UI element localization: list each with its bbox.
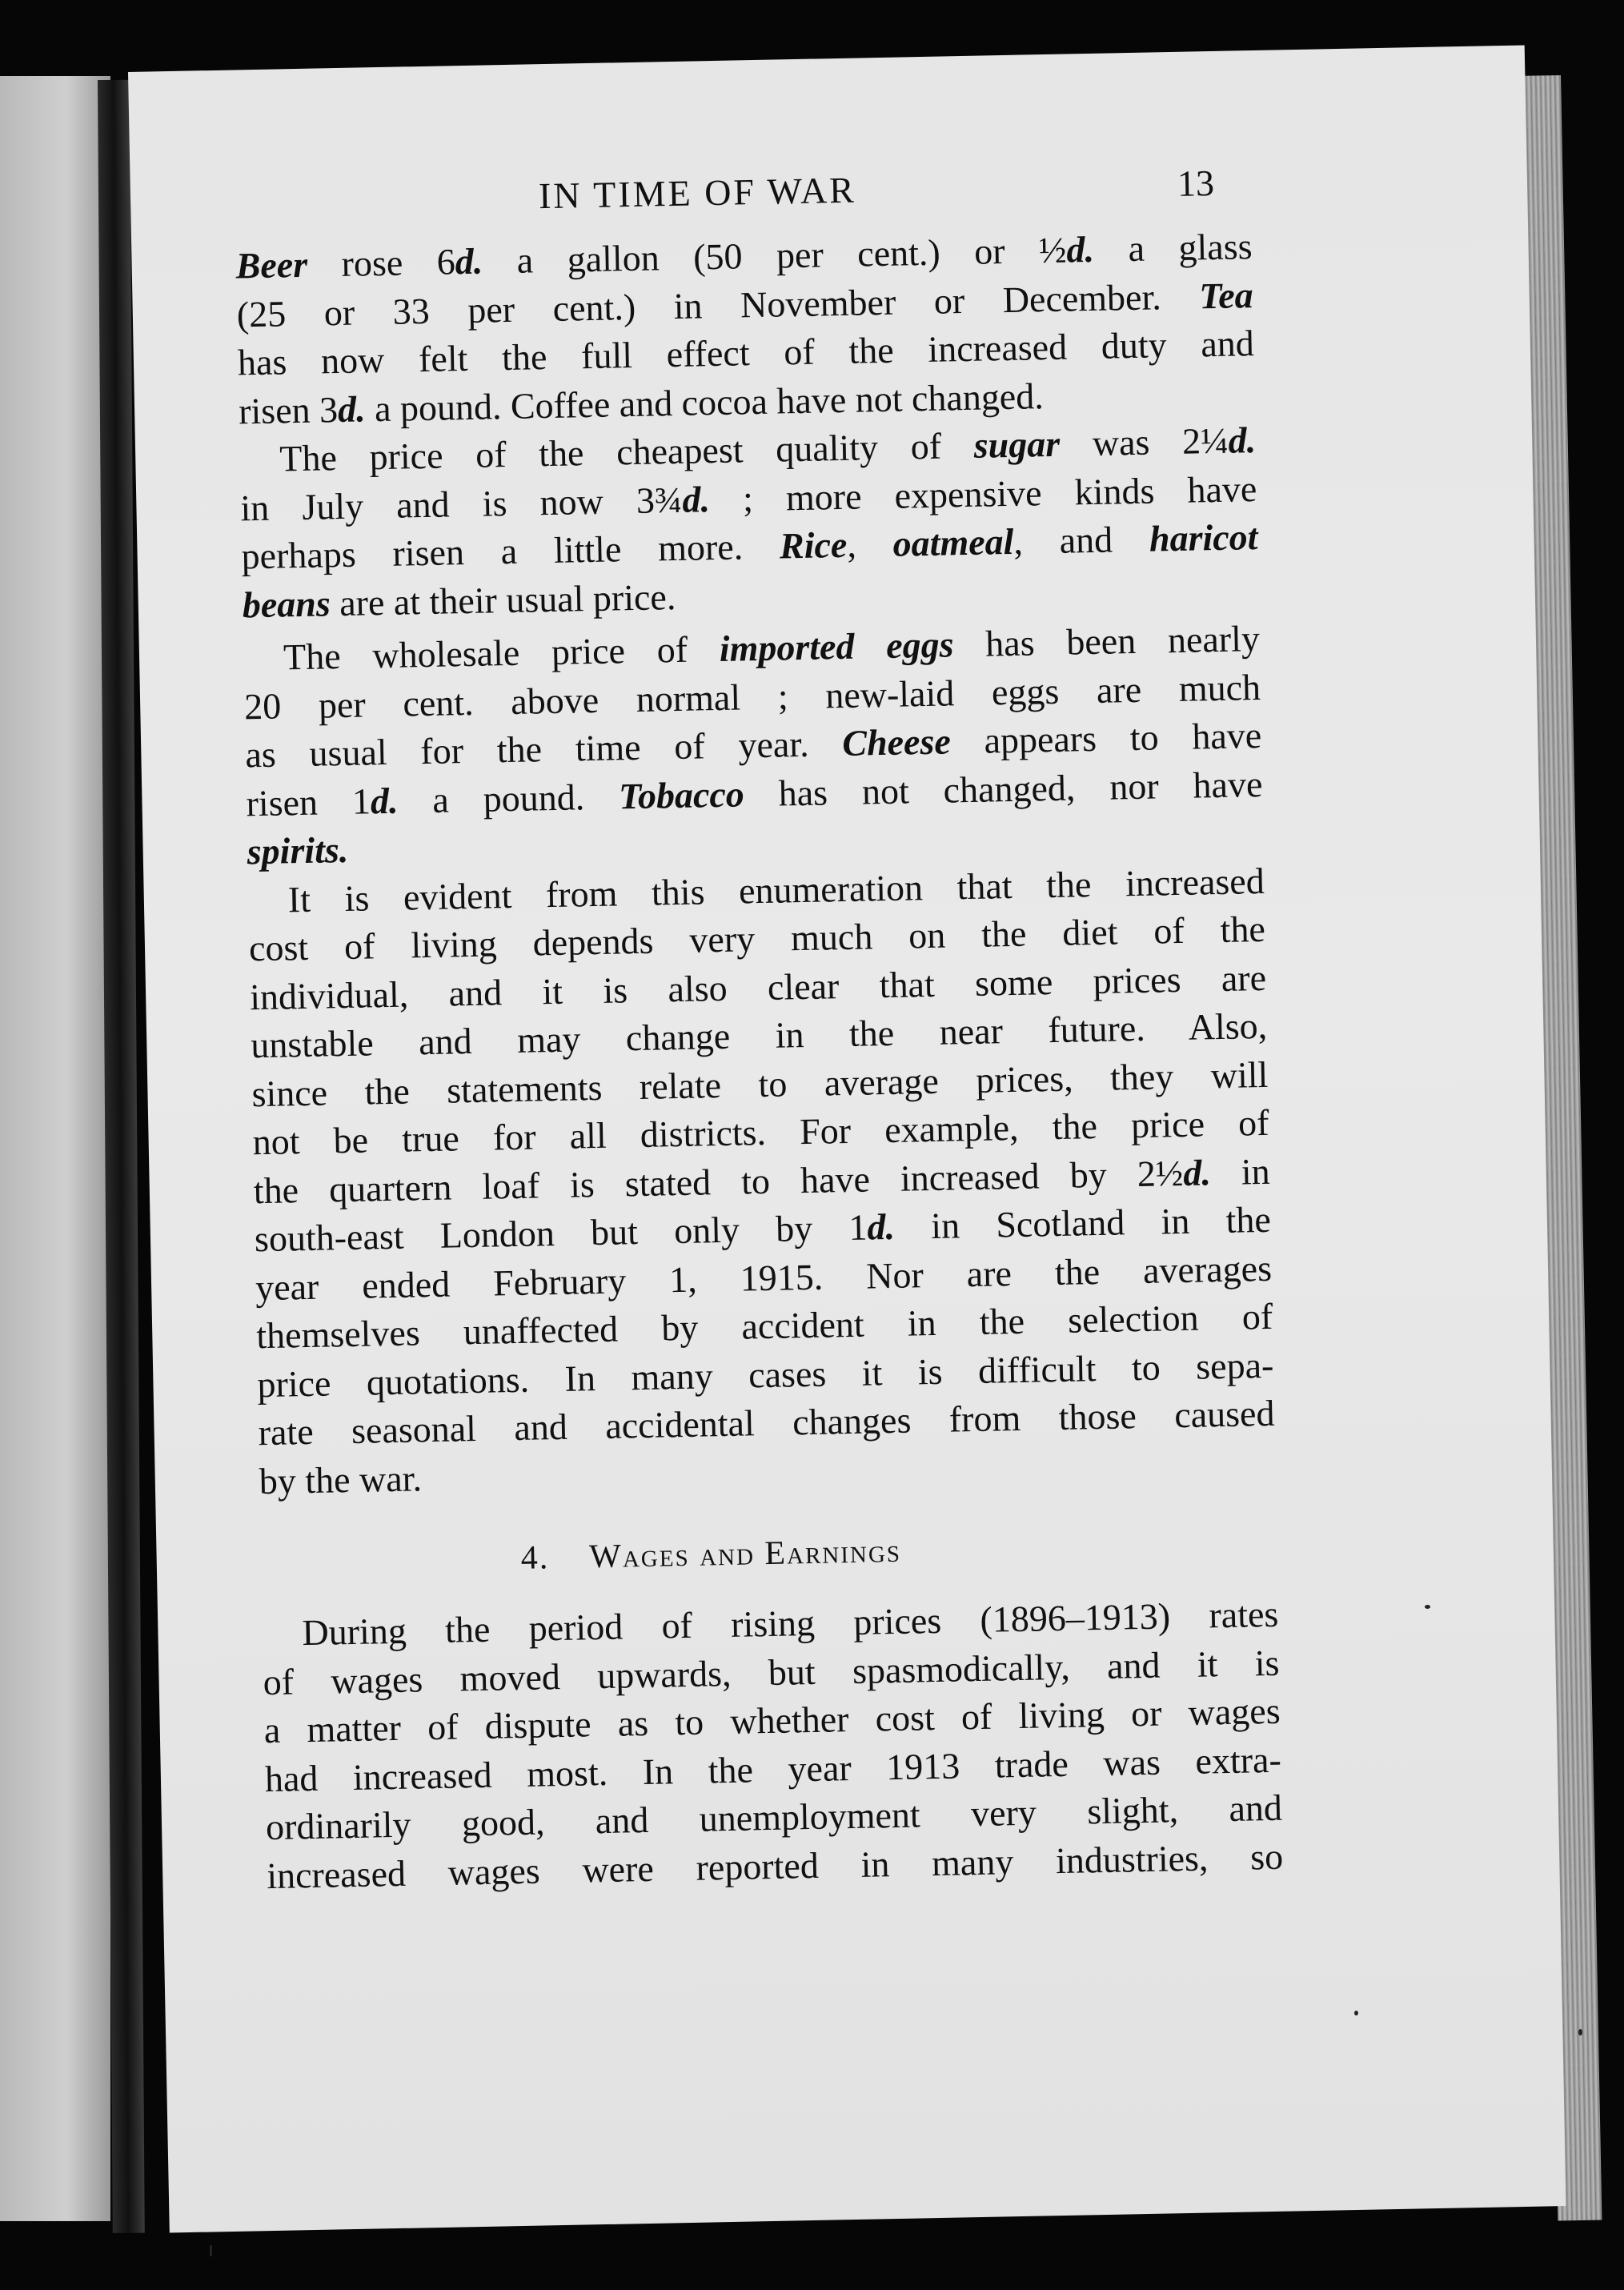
section-title: Wages and Earnings [588, 1532, 902, 1576]
text-run: cost of living depends very much on the diet of the [248, 908, 1266, 969]
text-run: The wholesale price of [283, 628, 720, 678]
facing-page-edge [0, 76, 110, 2221]
text-run: It is evident from this enumeration that the increased [287, 860, 1265, 920]
italic-text: Cheese [841, 720, 952, 764]
text-run: in [1210, 1150, 1271, 1193]
text-run: has now felt the full effect of the increased duty and [237, 323, 1255, 383]
text-run: price quotations. In many cases it is difficult to sepa- [257, 1344, 1274, 1405]
italic-text: beans [242, 582, 331, 625]
text-run: , [846, 523, 894, 565]
body-text [235, 223, 1284, 1900]
text-run: individual, and it is also clear that some prices are [249, 957, 1267, 1017]
scan-speck [1578, 2029, 1582, 2035]
text-run: a pound. [397, 775, 620, 821]
running-head [130, 145, 1527, 235]
prices-section-text [235, 223, 1276, 1506]
text-run: south-east London but only by 1 [254, 1206, 868, 1260]
italic-text: Tea [1198, 274, 1254, 316]
italic-text: d. [455, 240, 483, 283]
italic-text: d. [370, 780, 399, 821]
scan-speck [1425, 1605, 1430, 1609]
text-run: rate seasonal and accidental changes from those caused [258, 1392, 1275, 1454]
text-run: the quartern loaf is stated to have increased by 2½ [253, 1152, 1184, 1211]
italic-text: d. [1066, 228, 1095, 271]
text-run: not be true for all districts. For example, the price of [252, 1101, 1269, 1163]
italic-text: spirits. [247, 828, 349, 872]
text-run: 20 per cent. above normal ; new-laid eggs are much [243, 666, 1261, 727]
wages-section-text [262, 1590, 1284, 1900]
text-run: increased wages were reported in many industries, so [266, 1835, 1284, 1896]
italic-text: sugar [973, 423, 1061, 466]
text-run: a pound. Coffee and cocoa have not changed. [365, 375, 1045, 429]
text-run: The price of the cheapest quality of [279, 424, 975, 479]
text-run: a glass [1093, 226, 1253, 270]
page-number: 13 [1177, 162, 1215, 204]
italic-text: imported eggs [719, 624, 954, 669]
text-run: was 2¼ [1059, 419, 1229, 464]
text-run: a matter of dispute as to whether cost of living or wages [263, 1690, 1281, 1751]
text-run: are at their usual price. [330, 576, 676, 624]
text-run: rose [307, 241, 438, 285]
text-run: , and [1012, 518, 1150, 562]
italic-text: d. [681, 478, 711, 520]
text-run: themselves unaffected by accident in the selection of [255, 1295, 1273, 1357]
text-run: of wages moved upwards, but spasmodically, and it is [263, 1642, 1280, 1702]
text-run: risen 3 [238, 388, 339, 431]
italic-text: oatmeal [892, 520, 1014, 564]
text-run: ordinarily good, and unemployment very slight, and [265, 1787, 1283, 1848]
scan-speck [1354, 2011, 1358, 2015]
section-heading [260, 1520, 1277, 1587]
text-run: unstable and may change in the near future. Also, [250, 1005, 1268, 1066]
text-run: has been nearly [953, 617, 1261, 665]
text-run: by the war. [259, 1457, 423, 1502]
scan-speck [210, 2245, 212, 2256]
italic-text: Rice [779, 523, 848, 567]
text-run: perhaps risen a little more. [241, 525, 780, 577]
text-run: During the period of rising prices (1896–1913) rates [301, 1593, 1279, 1654]
text-run: had increased most. In the year 1913 trade was extra- [264, 1739, 1282, 1799]
italic-text: Tobacco [618, 772, 745, 816]
italic-text: haricot [1149, 516, 1258, 559]
text-run: in Scotland in the [894, 1198, 1272, 1247]
text-run: (25 or 33 per cent.) in November or December. [236, 275, 1200, 335]
italic-text: d. [337, 387, 367, 430]
running-title: IN TIME OF WAR [538, 169, 857, 217]
italic-text: d. [1182, 1151, 1212, 1193]
italic-text: Beer [235, 243, 308, 287]
section-number: 4. [520, 1539, 550, 1577]
text-run: 6 [436, 241, 456, 283]
book-page [128, 46, 1566, 2233]
text-run: a gallon (50 per cent.) or ½ [482, 229, 1067, 282]
text-run: has not changed, nor have [744, 763, 1263, 814]
text-run: in July and is now 3¾ [239, 479, 683, 528]
text-run: ; more expensive kinds have [709, 467, 1257, 519]
text-run: appears to have [950, 714, 1262, 762]
text-run: as usual for the time of year. [244, 723, 843, 776]
italic-text: d. [1228, 419, 1257, 461]
italic-text: d. [866, 1205, 896, 1248]
text-run: year ended February 1, 1915. Nor are the averages [255, 1247, 1273, 1308]
text-run: risen 1 [246, 780, 371, 824]
text-run: since the statements relate to average prices, they will [251, 1053, 1269, 1114]
